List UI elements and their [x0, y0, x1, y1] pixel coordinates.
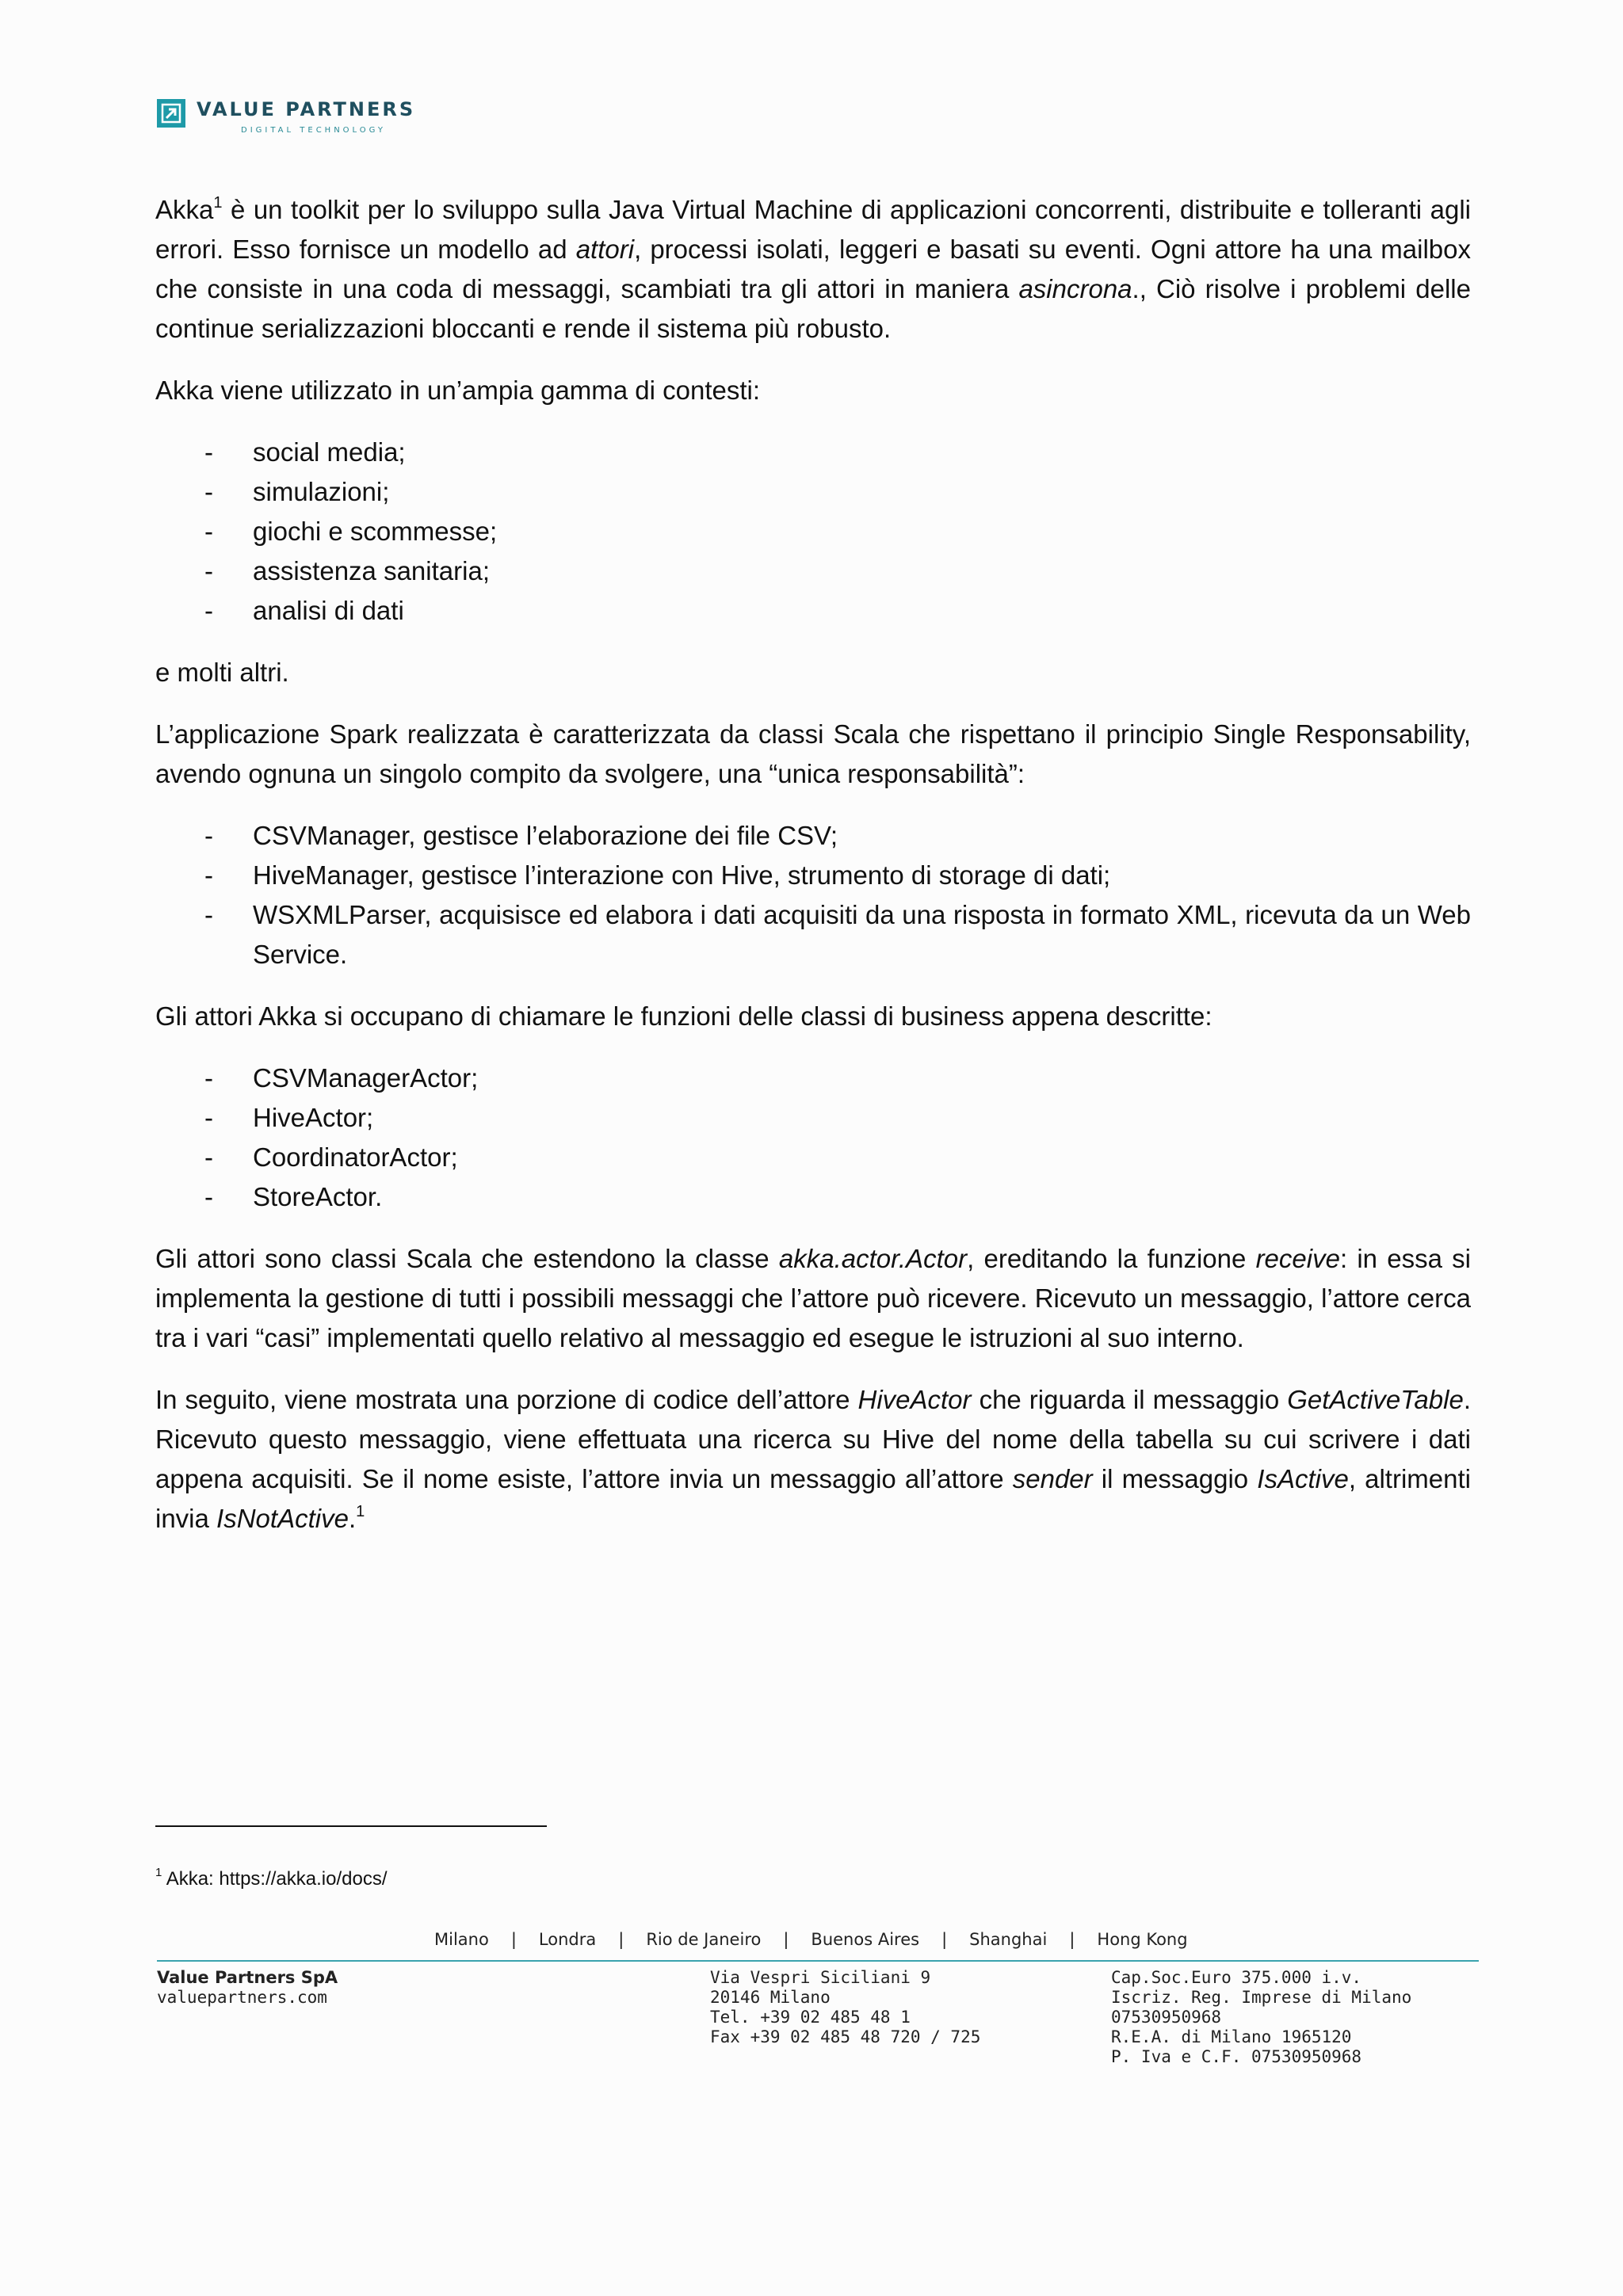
- phone-line: Tel. +39 02 485 48 1: [710, 2008, 911, 2027]
- list-item: - StoreActor.: [204, 1182, 383, 1211]
- logo-subtitle: DIGITAL TECHNOLOGY: [241, 126, 386, 135]
- footer-legal: [1111, 1968, 1411, 2067]
- list-item: - social media;: [204, 437, 406, 467]
- paragraph-hive-actor: In seguito, viene mostrata una porzione di codice dell’attore HiveActor che riguarda il messaggio GetActiveTable. Ricevuto questo messaggio, viene effettuata una ricerca su Hive del nome della tabella su cui scrivere i dati appena acquisiti. Se il nome esiste, l’attore invia un messaggio all’attore sender il messaggio IsActive, altrimenti invia IsNotActive.$^1$: [155, 1385, 1471, 1533]
- arrow-up-right-icon: [157, 99, 185, 128]
- emphasis: attori: [575, 235, 635, 264]
- legal-line: 07530950968: [1111, 2008, 1222, 2027]
- city-separator: |: [618, 1930, 624, 1949]
- paragraph-actor-classes: Gli attori sono classi Scala che estendono la classe akka.actor.Actor, ereditando la funzione receive: in essa si implementa la gestione di tutti i possibili messaggi che l’attore può ricevere. Ricevuto un messaggio, l’attore cerca tra i vari “casi” implementati quello relativo al messaggio ed esegue le istruzioni al suo interno.: [155, 1244, 1472, 1352]
- footnote-text: Akka: https://akka.io/docs/: [162, 1868, 388, 1890]
- legal-line: P. Iva e C.F. 07530950968: [1111, 2047, 1362, 2066]
- footer-company: [157, 1968, 338, 2008]
- city-separator: |: [941, 1930, 948, 1949]
- city: Rio de Janeiro: [646, 1930, 762, 1949]
- list-item: - HiveActor;: [204, 1103, 374, 1132]
- footnote: [155, 1868, 388, 1890]
- paragraph-akka-intro: [155, 190, 1471, 349]
- city: Buenos Aires: [811, 1930, 920, 1949]
- footer-divider: [157, 1960, 1479, 1962]
- paragraph-contexts: Akka viene utilizzato in un’ampia gamma di contesti:: [155, 376, 761, 405]
- emphasis: GetActiveTable: [1287, 1385, 1464, 1414]
- footnote-divider: [155, 1825, 547, 1827]
- contexts-list: [155, 433, 1471, 631]
- fax-line: Fax +39 02 485 48 720 / 725: [710, 2027, 981, 2046]
- legal-line: Cap.Soc.Euro 375.000 i.v.: [1111, 1968, 1362, 1987]
- city-separator: |: [783, 1930, 789, 1949]
- logo-name: VALUE PARTNERS: [197, 98, 416, 120]
- classes-list: [155, 816, 1471, 974]
- city: Milano: [434, 1930, 489, 1949]
- emphasis: sender: [1012, 1464, 1093, 1493]
- list-item: - simulazioni;: [204, 477, 390, 506]
- emphasis: receive: [1255, 1244, 1340, 1273]
- list-item: - CSVManager, gestisce l’elaborazione dei file CSV;: [204, 821, 838, 850]
- document-body: [155, 190, 1471, 1561]
- city-separator: |: [1069, 1930, 1075, 1949]
- company-name: Value Partners SpA: [157, 1968, 338, 1987]
- footnote-ref: 1: [356, 1503, 365, 1520]
- text-run: ., Ciò risolve i problemi delle continue serializzazioni bloccanti e rende il sistema più robusto.: [155, 274, 1471, 343]
- emphasis: asincrona: [1018, 274, 1132, 303]
- list-item: - assistenza sanitaria;: [204, 556, 490, 585]
- paragraph-spark-app: L’applicazione Spark realizzata è caratterizzata da classi Scala che rispettano il principio Single Responsability, avendo ognuna un singolo compito da svolgere, una “unica responsabilità”:: [155, 719, 1471, 788]
- city: Londra: [538, 1930, 597, 1949]
- legal-line: R.E.A. di Milano 1965120: [1111, 2027, 1352, 2046]
- emphasis: IsActive: [1257, 1464, 1349, 1493]
- list-item: - HiveManager, gestisce l’interazione con Hive, strumento di storage di dati;: [204, 860, 1111, 890]
- footer-cities: [434, 1930, 1188, 1949]
- footnote-mark: 1: [155, 1866, 162, 1879]
- company-logo: [157, 97, 415, 135]
- list-item: - CSVManagerActor;: [204, 1063, 479, 1093]
- actors-list: [155, 1058, 1471, 1217]
- paragraph-others: e molti altri.: [155, 658, 289, 687]
- list-item: - CoordinatorActor;: [204, 1142, 458, 1172]
- city-separator: |: [510, 1930, 517, 1949]
- city: Hong Kong: [1097, 1930, 1188, 1949]
- emphasis: HiveActor: [857, 1385, 972, 1414]
- address-line: Via Vespri Siciliani 9: [710, 1968, 931, 1987]
- city: Shanghai: [969, 1930, 1048, 1949]
- legal-line: Iscriz. Reg. Imprese di Milano: [1111, 1988, 1412, 2007]
- list-item: - giochi e scommesse;: [204, 517, 498, 546]
- text-run: è un toolkit per lo sviluppo sulla Java Virtual Machine di applicazioni concorrenti, distribuite e tolleranti agli errori. Esso fornisce un modello ad: [155, 195, 1471, 264]
- footer-address: [710, 1968, 980, 2047]
- paragraph-akka-actors: Gli attori Akka si occupano di chiamare le funzioni delle classi di business appena descritte:: [155, 1001, 1212, 1031]
- address-line: 20146 Milano: [710, 1988, 831, 2007]
- text-run: Akka: [155, 195, 214, 224]
- emphasis: akka.actor.Actor: [778, 1244, 968, 1273]
- company-website: valuepartners.com: [157, 1988, 327, 2007]
- emphasis: IsNotActive: [216, 1504, 349, 1533]
- footnote-ref: 1: [213, 194, 223, 212]
- text-run: , processi isolati, leggeri e basati su eventi. Ogni attore ha una mailbox che consiste in una coda di messaggi, scambiati tra gli attori in maniera: [155, 235, 1472, 303]
- list-item: - analisi di dati: [204, 596, 404, 625]
- list-item: - WSXMLParser, acquisisce ed elabora i dati acquisiti da una risposta in formato XML, ricevuta da un Web Service.: [204, 900, 1471, 969]
